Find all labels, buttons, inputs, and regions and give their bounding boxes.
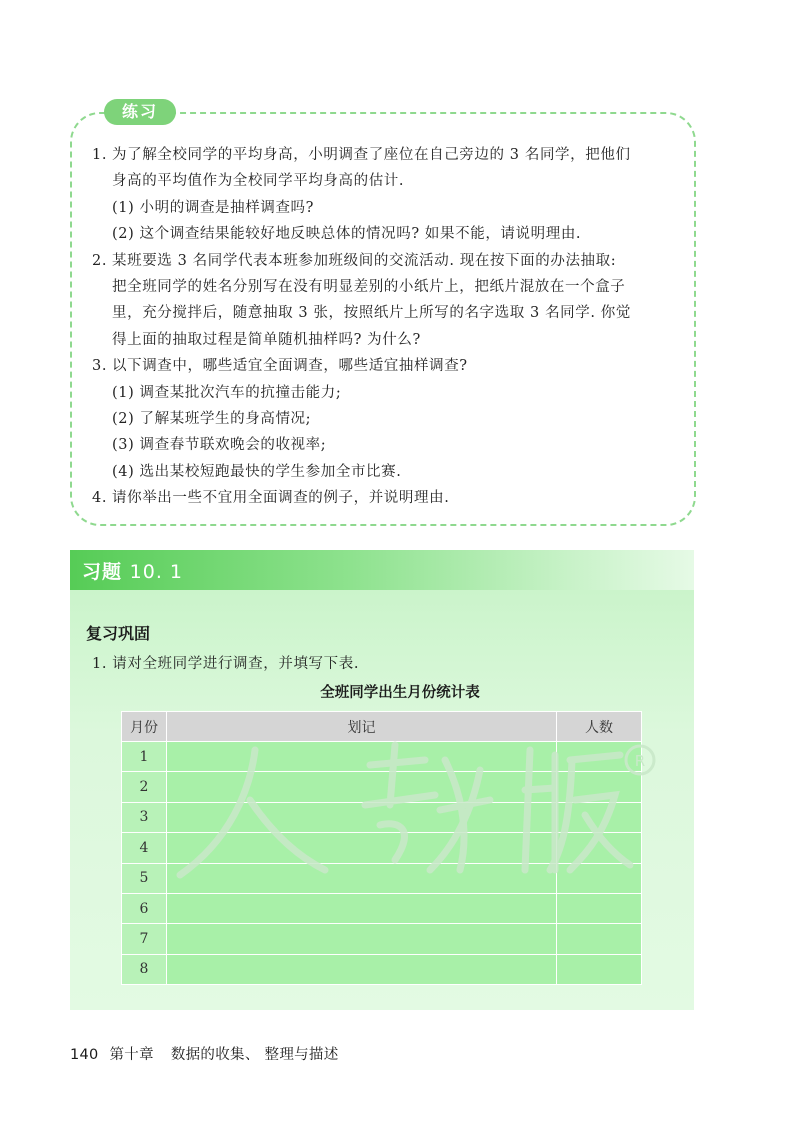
question-text: 得上面的抽取过程是简单随机抽样吗? 为什么?: [112, 331, 421, 348]
practice-question-3: [92, 353, 682, 379]
month-cell: 8: [122, 954, 167, 984]
count-cell: [557, 893, 642, 923]
tally-cell: [167, 893, 557, 923]
tally-cell: [167, 802, 557, 832]
practice-tag: 练习: [104, 99, 176, 125]
table-row: [122, 954, 642, 984]
month-cell: 6: [122, 893, 167, 923]
table-row: [122, 833, 642, 863]
review-heading: 复习巩固: [86, 624, 151, 643]
question-number: 4.: [92, 490, 108, 507]
count-cell: [557, 742, 642, 772]
exercise-title-number: 10. 1: [129, 561, 183, 583]
table-row: [122, 893, 642, 923]
question-text: 某班要选 3 名同学代表本班参加班级间的交流活动. 现在按下面的办法抽取:: [112, 252, 617, 269]
watermark-registered-icon: R: [634, 752, 646, 770]
question-number: 3.: [92, 358, 108, 375]
question-text: 里，充分搅拌后，随意抽取 3 张，按照纸片上所写的名字选取 3 名同学. 你觉: [112, 305, 632, 322]
practice-question-2: [92, 248, 682, 354]
practice-question-1: [92, 142, 682, 195]
header-count: 人数: [557, 712, 642, 742]
question-number: 1.: [92, 147, 108, 163]
sub-question: (2) 这个调查结果能较好地反映总体的情况吗? 如果不能，请说明理由.: [112, 226, 582, 243]
tally-cell: [167, 772, 557, 802]
table-row: [122, 802, 642, 832]
question-text: 请你举出一些不宜用全面调查的例子，并说明理由.: [112, 490, 450, 507]
table-row: [122, 742, 642, 772]
sub-question: (2) 了解某班学生的身高情况;: [112, 411, 312, 428]
month-cell: 3: [122, 802, 167, 832]
chapter-label: 第十章: [109, 1047, 154, 1063]
count-cell: [557, 954, 642, 984]
question-text: 把全班同学的姓名分别写在没有明显差别的小纸片上，把纸片混放在一个盒子: [112, 279, 626, 296]
sub-question: (1) 小明的调查是抽样调查吗?: [112, 199, 315, 216]
count-cell: [557, 924, 642, 954]
page-footer: [70, 1043, 339, 1064]
table-row: [122, 924, 642, 954]
table-header-row: [122, 712, 642, 742]
table-title: 全班同学出生月份统计表: [320, 685, 480, 701]
month-cell: 7: [122, 924, 167, 954]
chapter-title: 数据的收集、 整理与描述: [170, 1047, 339, 1063]
table-row: [122, 772, 642, 802]
count-cell: [557, 772, 642, 802]
month-cell: 5: [122, 863, 167, 893]
practice-question-4: [92, 485, 682, 511]
question-text: 以下调查中，哪些适宜全面调查，哪些适宜抽样调查?: [112, 358, 468, 375]
month-cell: 4: [122, 833, 167, 863]
question-text: 身高的平均值作为全校同学平均身高的估计.: [112, 173, 405, 190]
header-month: 月份: [122, 712, 167, 742]
page-number: 140: [70, 1047, 99, 1063]
month-cell: 2: [122, 772, 167, 802]
sub-question: (4) 选出某校短跑最快的学生参加全市比赛.: [112, 463, 402, 480]
exercise-question-1: 1. 请对全班同学进行调查，并填写下表.: [92, 656, 360, 672]
count-cell: [557, 802, 642, 832]
sub-question: (3) 调查春节联欢晚会的收视率;: [112, 437, 327, 454]
month-cell: 1: [122, 742, 167, 772]
tally-cell: [167, 742, 557, 772]
count-cell: [557, 863, 642, 893]
header-tally: 划记: [167, 712, 557, 742]
tally-cell: [167, 833, 557, 863]
tally-cell: [167, 924, 557, 954]
exercise-title-word: 习题: [82, 561, 123, 583]
sub-question: (1) 调查某批次汽车的抗撞击能力;: [112, 384, 342, 401]
count-cell: [557, 833, 642, 863]
table-row: [122, 863, 642, 893]
question-number: 2.: [92, 252, 108, 269]
tally-cell: [167, 954, 557, 984]
question-text: 为了解全校同学的平均身高，小明调查了座位在自己旁边的 3 名同学，把他们: [112, 147, 631, 163]
birth-month-table: [121, 711, 642, 985]
tally-cell: [167, 863, 557, 893]
practice-list: [92, 142, 682, 512]
exercise-title: [82, 557, 183, 584]
